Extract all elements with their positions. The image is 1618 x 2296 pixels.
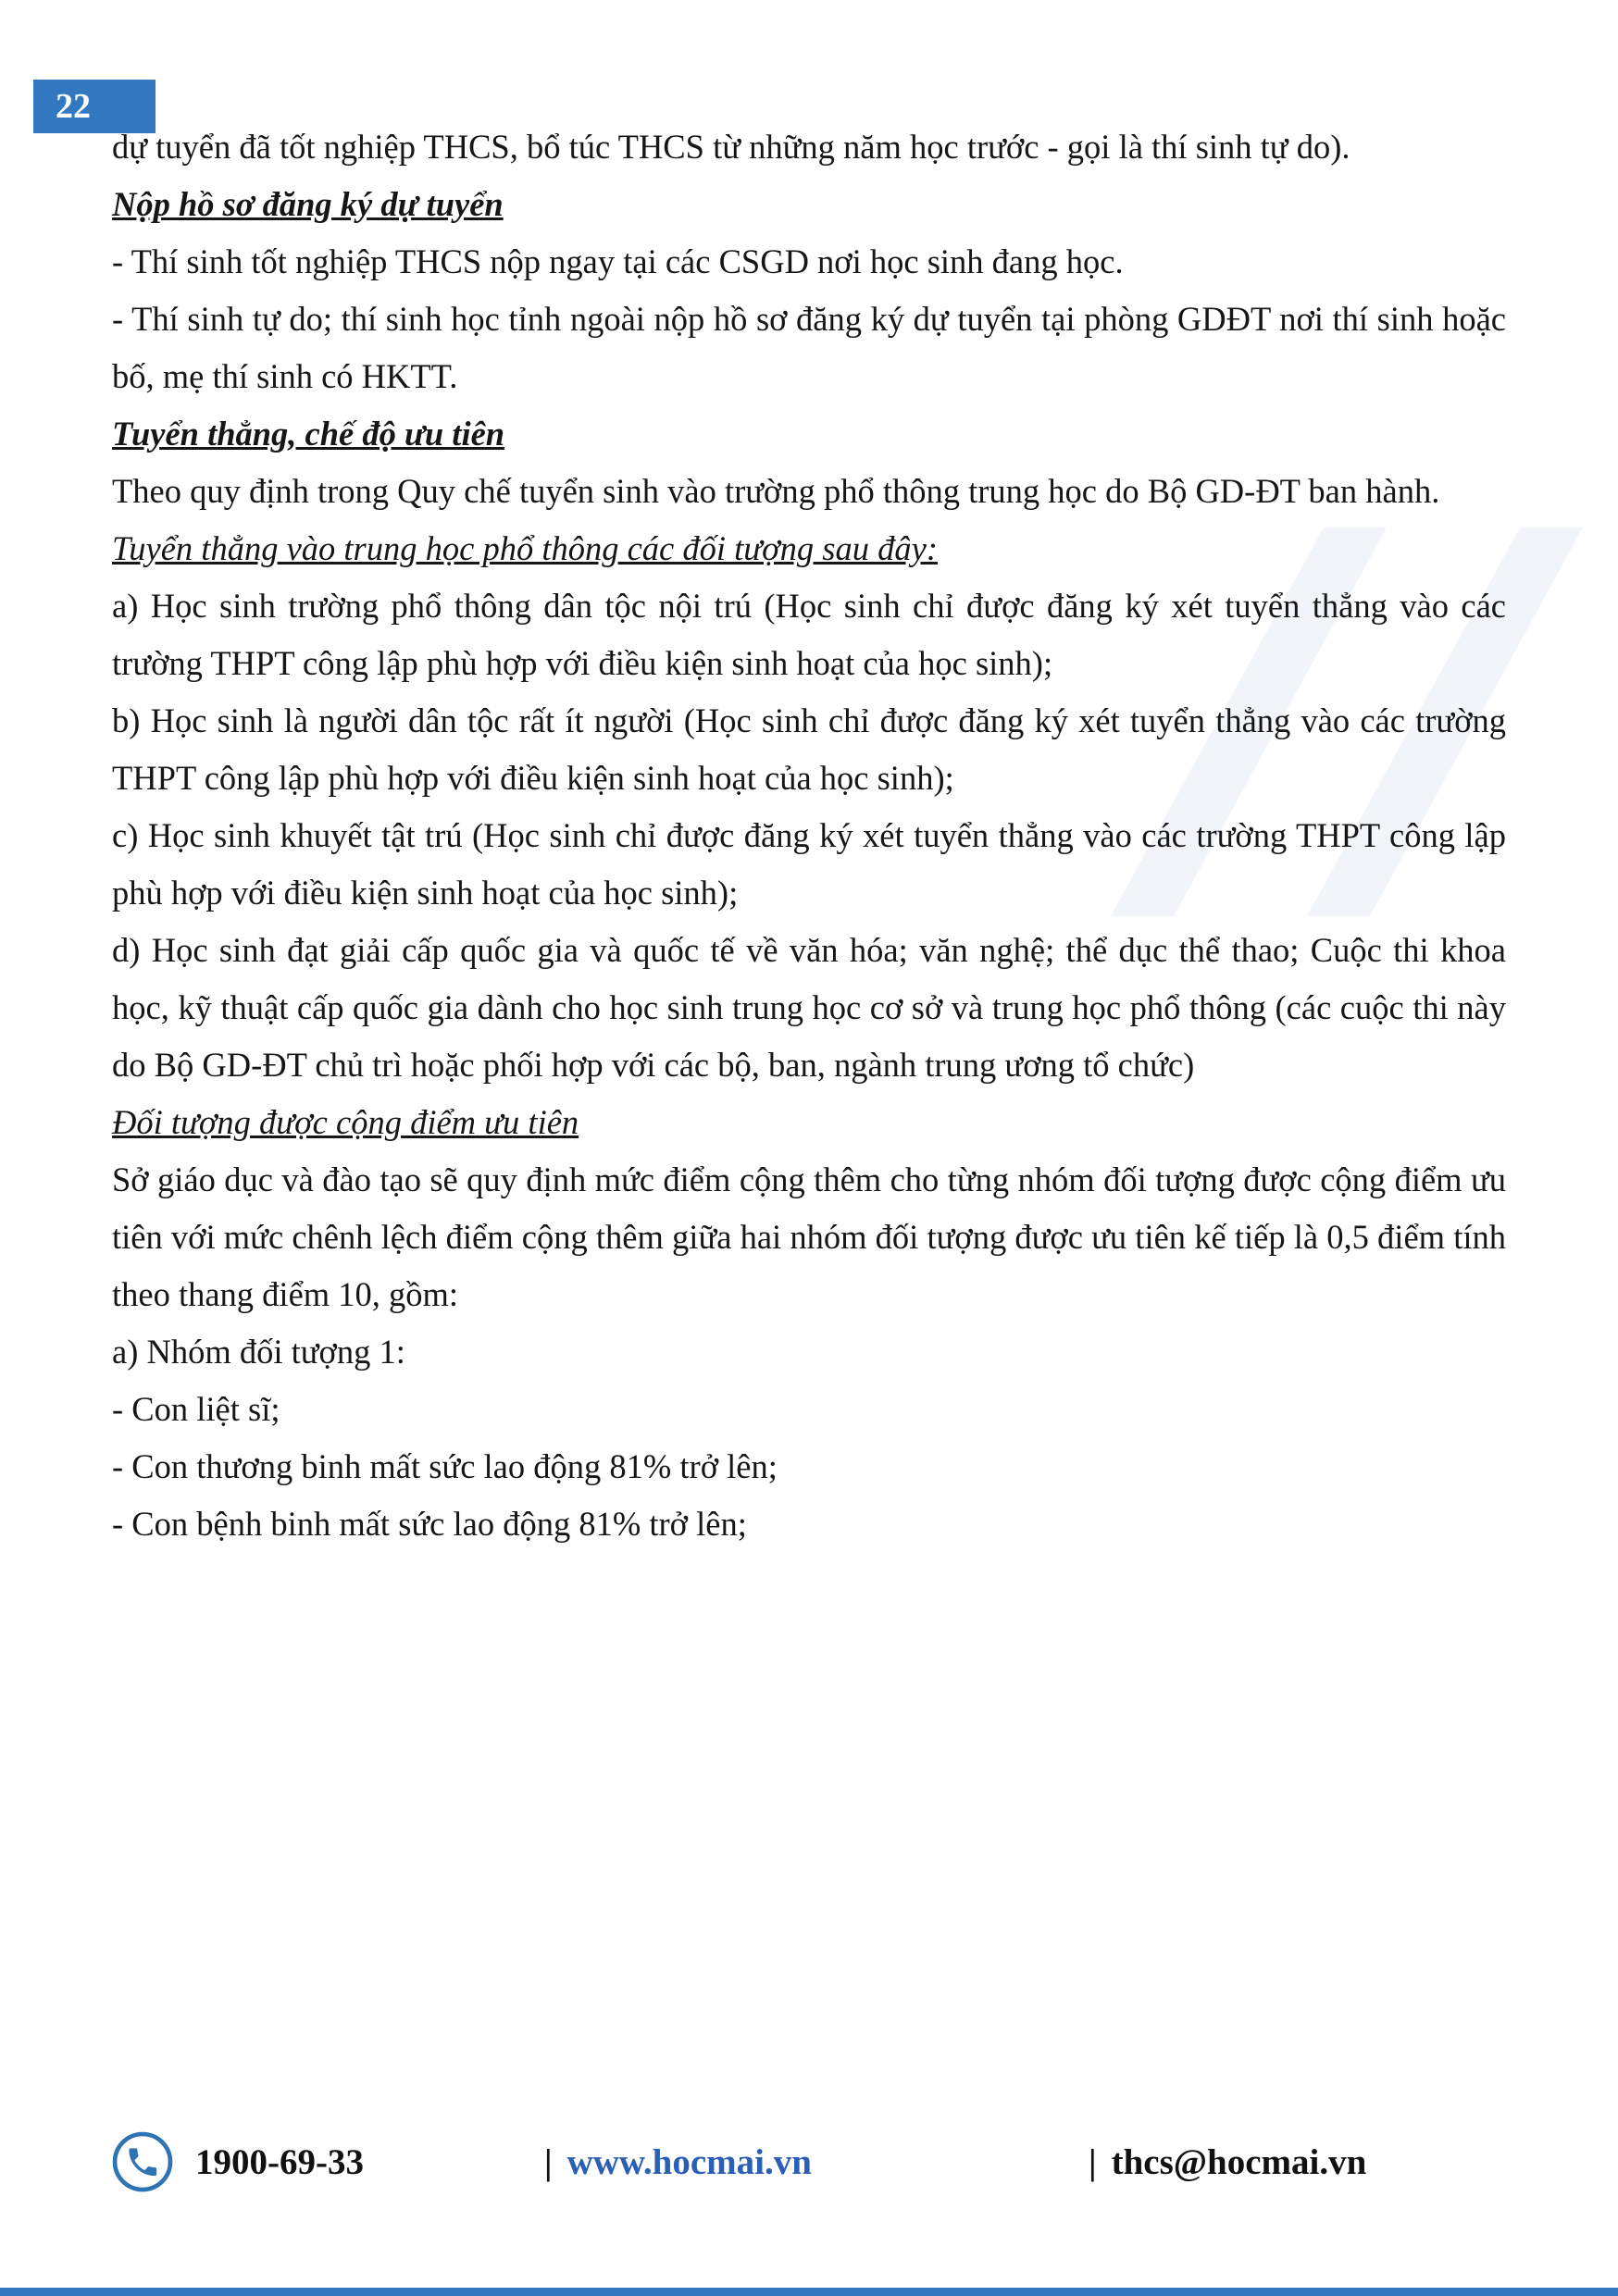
paragraph: - Thí sinh tốt nghiệp THCS nộp ngay tại các CSGD nơi học sinh đang học. <box>112 242 1124 280</box>
section-heading: Tuyển thẳng, chế độ ưu tiên <box>112 415 505 453</box>
paragraph: Theo quy định trong Quy chế tuyển sinh vào trường phổ thông trung học do Bộ GD-ĐT ban hành. <box>112 472 1440 510</box>
contact-email: thcs@hocmai.vn <box>1111 2141 1367 2182</box>
section-heading: Nộp hồ sơ đăng ký dự tuyển <box>112 185 504 223</box>
footer-email-group <box>1089 2125 1366 2199</box>
subsection-heading: Đối tượng được cộng điểm ưu tiên <box>112 1103 579 1141</box>
page-footer <box>0 2125 1618 2199</box>
paragraph: dự tuyển đã tốt nghiệp THCS, bổ túc THCS từ những năm học trước - gọi là thí sinh tự do). <box>112 128 1350 166</box>
bottom-accent-bar <box>0 2288 1618 2296</box>
hotline-number: 1900-69-33 <box>195 2141 364 2182</box>
paragraph: a) Nhóm đối tượng 1: <box>112 1333 405 1371</box>
page-number: 22 <box>56 87 91 126</box>
paragraph: - Con bệnh binh mất sức lao động 81% trở lên; <box>112 1505 747 1543</box>
subsection-heading: Tuyển thẳng vào trung học phổ thông các đối tượng sau đây: <box>112 529 938 567</box>
footer-hotline-group <box>112 2125 364 2199</box>
paragraph: - Thí sinh tự do; thí sinh học tỉnh ngoài nộp hồ sơ đăng ký dự tuyển tại phòng GDĐT nơi thí sinh hoặc bố, mẹ thí sinh có HKTT. <box>112 300 1506 395</box>
paragraph: a) Học sinh trường phổ thông dân tộc nội trú (Học sinh chỉ được đăng ký xét tuyển thẳng vào các trường THPT công lập phù hợp với điều kiện sinh hoạt của học sinh); <box>112 587 1506 682</box>
paragraph: d) Học sinh đạt giải cấp quốc gia và quốc tế về văn hóa; văn nghệ; thể dục thể thao; Cuộc thi khoa học, kỹ thuật cấp quốc gia dành cho học sinh trung học cơ sở và trung học phổ thông (các cuộc thi này do Bộ GD-ĐT chủ trì hoặc phối hợp với các bộ, ban, ngành trung ương tổ chức) <box>112 931 1506 1084</box>
paragraph: b) Học sinh là người dân tộc rất ít người (Học sinh chỉ được đăng ký xét tuyển thẳng vào các trường THPT công lập phù hợp với điều kiện sinh hoạt của học sinh); <box>112 701 1506 797</box>
paragraph: - Con thương binh mất sức lao động 81% trở lên; <box>112 1447 778 1485</box>
document-body <box>112 118 1506 1553</box>
footer-website-group <box>544 2125 812 2199</box>
paragraph: Sở giáo dục và đào tạo sẽ quy định mức điểm cộng thêm cho từng nhóm đối tượng được cộng điểm ưu tiên với mức chênh lệch điểm cộng thêm giữa hai nhóm đối tượng được ưu tiên kế tiếp là 0,5 điểm tính theo thang điểm 10, gồm: <box>112 1160 1506 1313</box>
paragraph: c) Học sinh khuyết tật trú (Học sinh chỉ được đăng ký xét tuyển thẳng vào các trường THPT công lập phù hợp với điều kiện sinh hoạt của học sinh); <box>112 816 1506 912</box>
website-link[interactable]: www.hocmai.vn <box>566 2141 812 2182</box>
paragraph: - Con liệt sĩ; <box>112 1390 280 1428</box>
footer-separator: | <box>1089 2141 1097 2182</box>
footer-separator: | <box>544 2141 553 2182</box>
phone-icon <box>112 2131 173 2192</box>
